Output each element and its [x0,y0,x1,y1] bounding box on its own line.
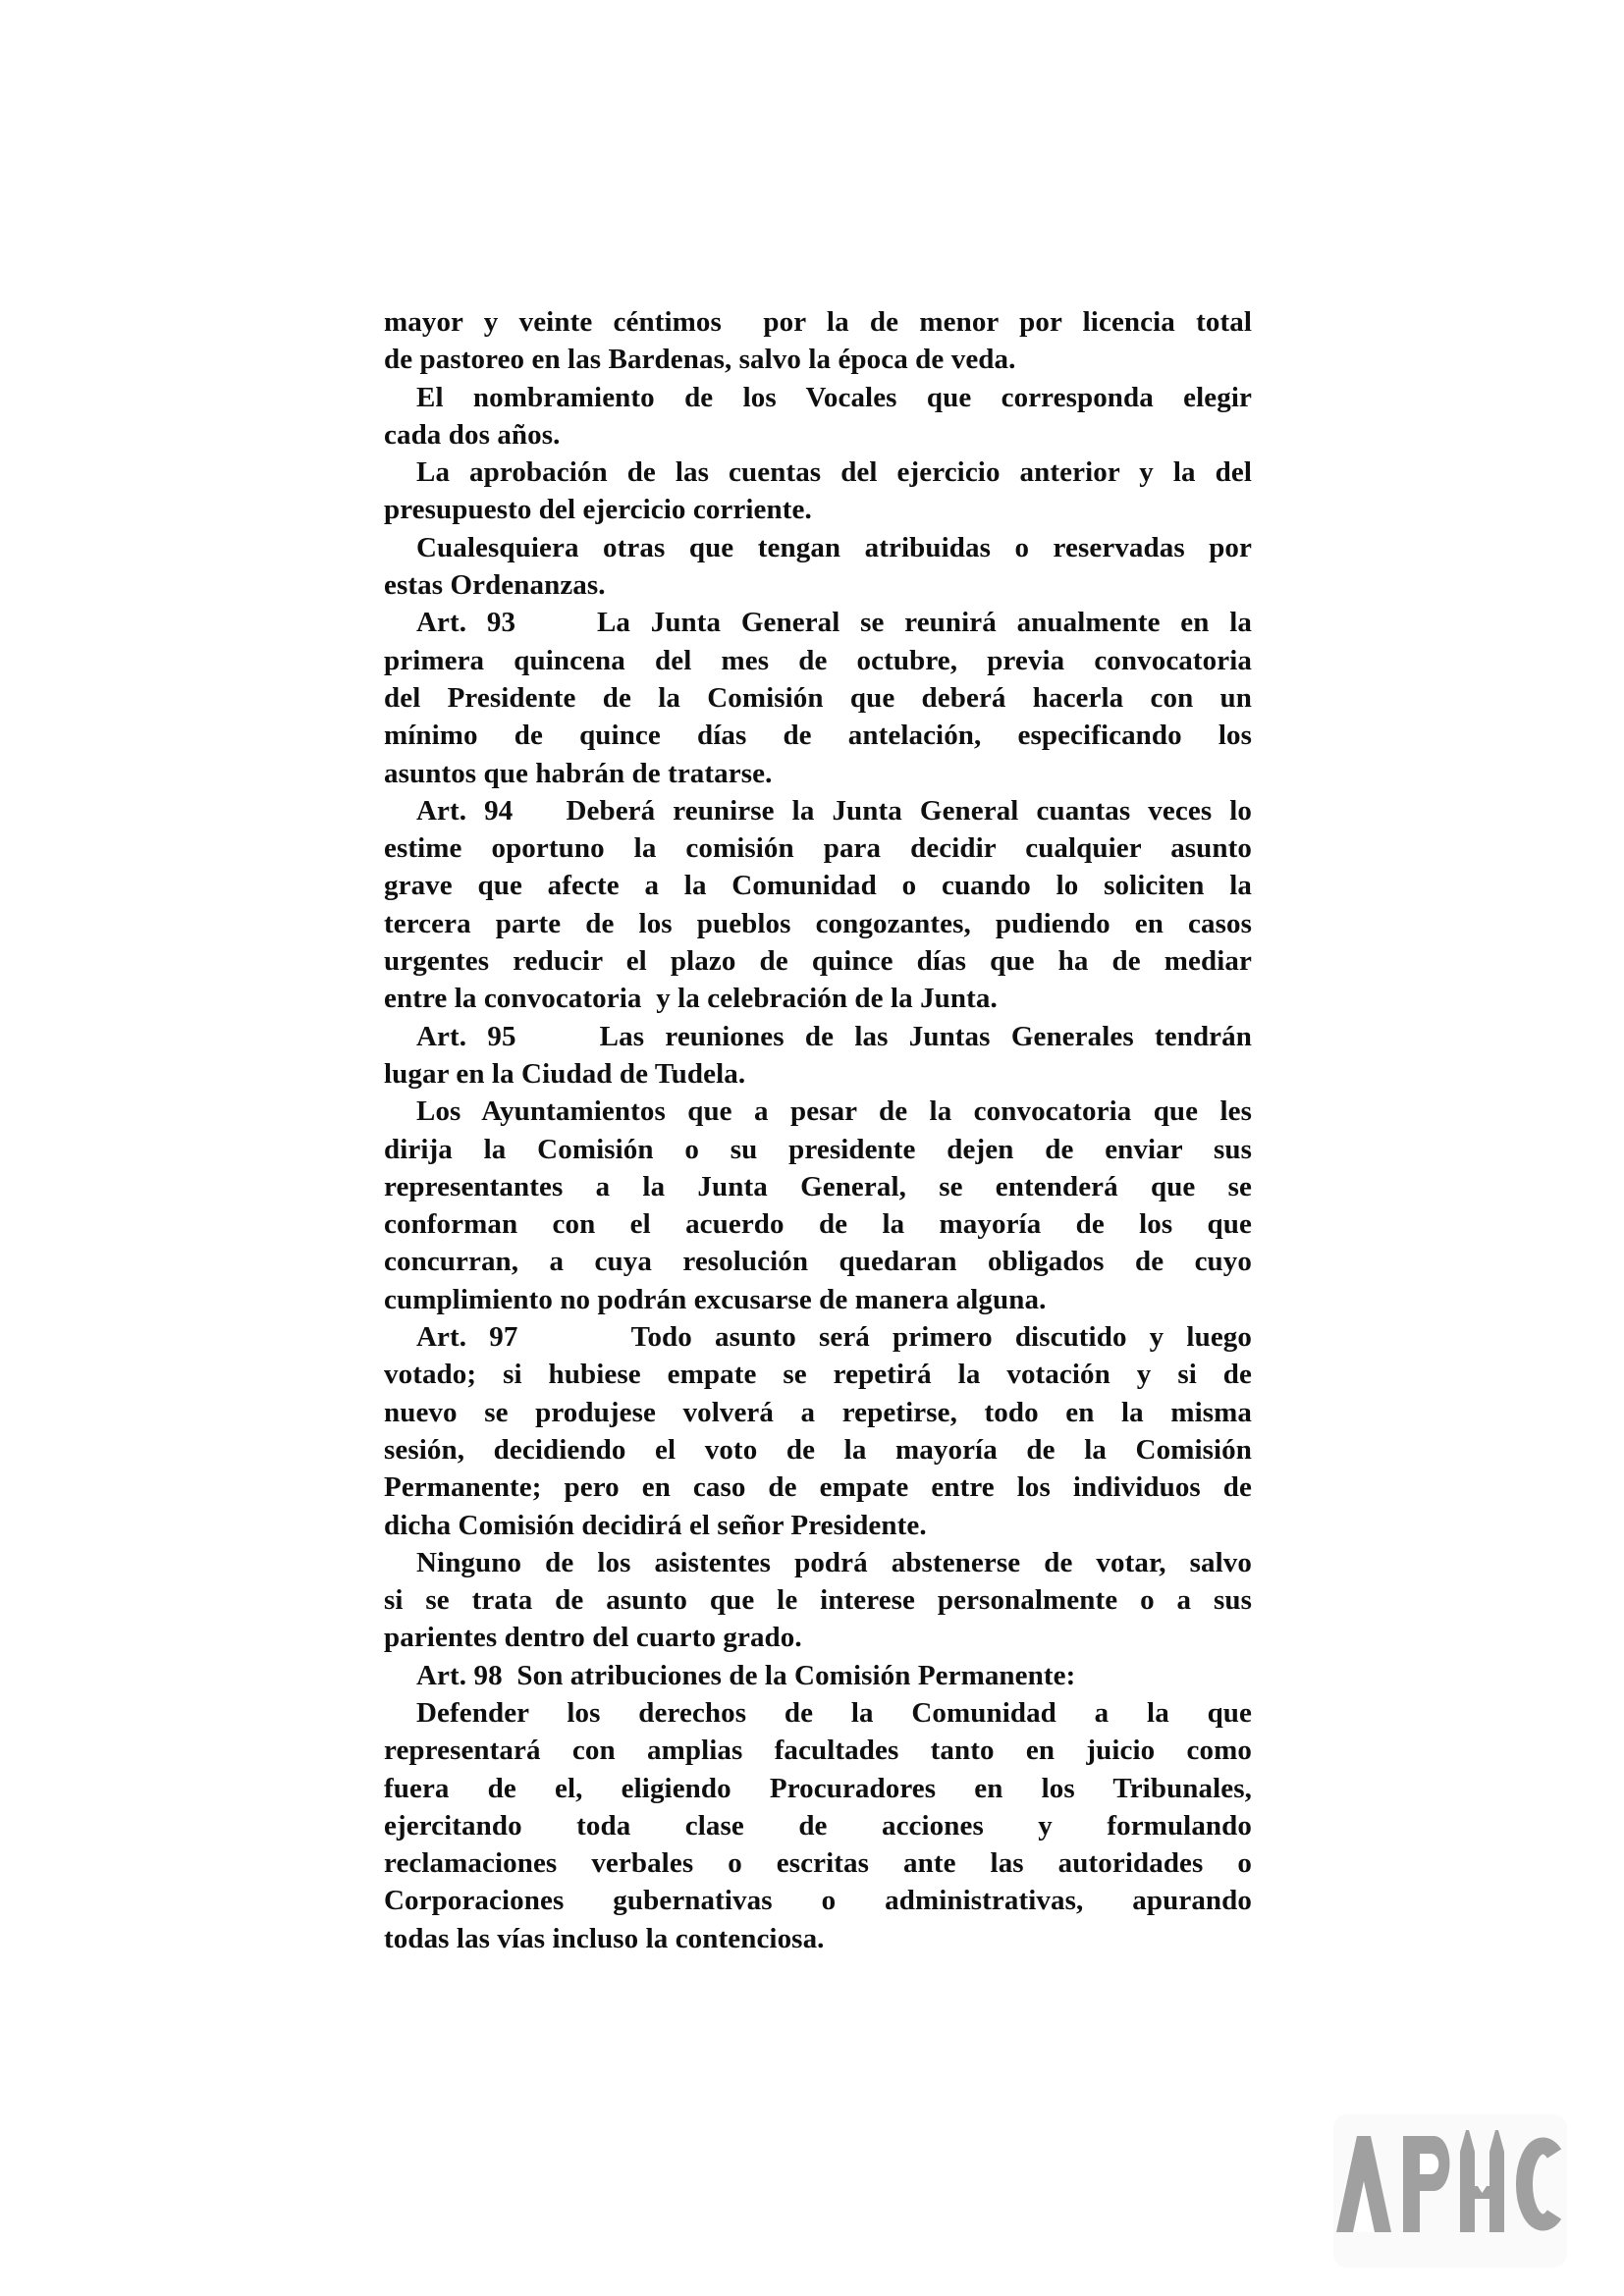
letter-h-left-tower [1460,2130,1475,2232]
paragraph [384,303,1252,379]
letter-p [1403,2136,1450,2232]
text-line: Permanente; pero en caso de empate entre los individuos de [384,1471,1252,1504]
text-line: dirija la Comisión o su presidente dejen de enviar sus [384,1133,1252,1165]
aphc-watermark [1333,2114,1567,2268]
text-line: fuera de el, eligiendo Procuradores en los Tribunales, [384,1772,1252,1804]
text-line: Art. 94 Deberá reunirse la Junta General cuantas veces lo [416,794,1252,827]
paragraph [384,454,1252,529]
text-line: cumplimiento no podrán excusarse de manera alguna. [384,1283,1047,1315]
text-line: del Presidente de la Comisión que deberá hacerla con un [384,681,1252,714]
letter-p-counter [1420,2154,1438,2174]
text-line: reclamaciones verbales o escritas ante las autoridades o [384,1847,1252,1880]
text-line: estime oportuno la comisión para decidir cualquier asunto [384,832,1252,865]
text-block [384,303,1252,1957]
paragraph [384,379,1252,454]
text-line: asuntos que habrán de tratarse. [384,757,773,789]
text-line: parientes dentro del cuarto grado. [384,1622,802,1654]
text-line: todas las vías incluso la contenciosa. [384,1922,825,1954]
text-line: grave que afecte a la Comunidad o cuando lo soliciten la [384,870,1252,902]
text-line: si se trata de asunto que le interese personalmente o a sus [384,1584,1252,1617]
text-line: Art. 95 Las reuniones de las Juntas Generales tendrán [416,1020,1252,1052]
paragraph [384,792,1252,1018]
text-line: ejercitando toda clase de acciones y formulando [384,1809,1252,1842]
letter-h-right-tower [1489,2130,1504,2232]
paragraph [384,1093,1252,1318]
text-line: conforman con el acuerdo de la mayoría de los que [384,1208,1252,1241]
text-line: urgentes reducir el plazo de quince días que ha de mediar [384,945,1252,978]
text-line: representantes a la Junta General, se entenderá que se [384,1170,1252,1202]
text-line: de pastoreo en las Bardenas, salvo la época de veda. [384,344,1016,376]
text-line: estas Ordenanzas. [384,569,606,602]
text-line: dicha Comisión decidirá el señor Presidente. [384,1509,927,1541]
text-line: votado; si hubiese empate se repetirá la votación y si de [384,1359,1252,1391]
text-line: lugar en la Ciudad de Tudela. [384,1057,746,1090]
text-line: Art. 97 Todo asunto será primero discutido y luego [416,1321,1252,1354]
text-line: Art. 93 La Junta General se reunirá anualmente en la [416,607,1252,639]
text-line: representará con amplias facultades tanto en juicio como [384,1735,1252,1767]
text-line: presupuesto del ejercicio corriente. [384,494,812,526]
aphc-logo [1336,2130,1564,2232]
text-line: Ninguno de los asistentes podrá abstenerse de votar, salvo [416,1546,1252,1578]
paragraph [384,1657,1252,1694]
text-line: Defender los derechos de la Comunidad a la que [416,1696,1252,1729]
paragraph [384,1694,1252,1957]
letter-c [1524,2146,1554,2222]
text-line: cada dos años. [384,418,561,451]
text-line: Corporaciones gubernativas o administrativas, apurando [384,1885,1252,1917]
paragraph [384,1318,1252,1544]
text-line: sesión, decidiendo el voto de la mayoría de la Comisión [384,1433,1252,1466]
text-line: mayor y veinte céntimos por la de menor por licencia total [384,306,1252,338]
paragraph [384,1018,1252,1094]
text-line: entre la convocatoria y la celebración de la Junta. [384,983,998,1015]
text-line: El nombramiento de los Vocales que corresponda elegir [416,381,1252,413]
text-line: Cualesquiera otras que tengan atribuidas o reservadas por [416,531,1252,563]
text-line: tercera parte de los pueblos congozantes, pudiendo en casos [384,907,1252,939]
text-line: primera quincena del mes de octubre, previa convocatoria [384,644,1252,676]
paragraph [384,1544,1252,1657]
text-line: Art. 98 Son atribuciones de la Comisión Permanente: [416,1659,1076,1691]
text-line: nuevo se produjese volverá a repetirse, todo en la misma [384,1396,1252,1428]
paragraph [384,529,1252,605]
text-line: La aprobación de las cuentas del ejercicio anterior y la del [416,456,1252,489]
text-line: Los Ayuntamientos que a pesar de la convocatoria que les [416,1095,1252,1128]
text-line: mínimo de quince días de antelación, especificando los [384,720,1252,752]
text-line: concurran, a cuya resolución quedaran obligados de cuyo [384,1246,1252,1278]
paragraph [384,604,1252,791]
